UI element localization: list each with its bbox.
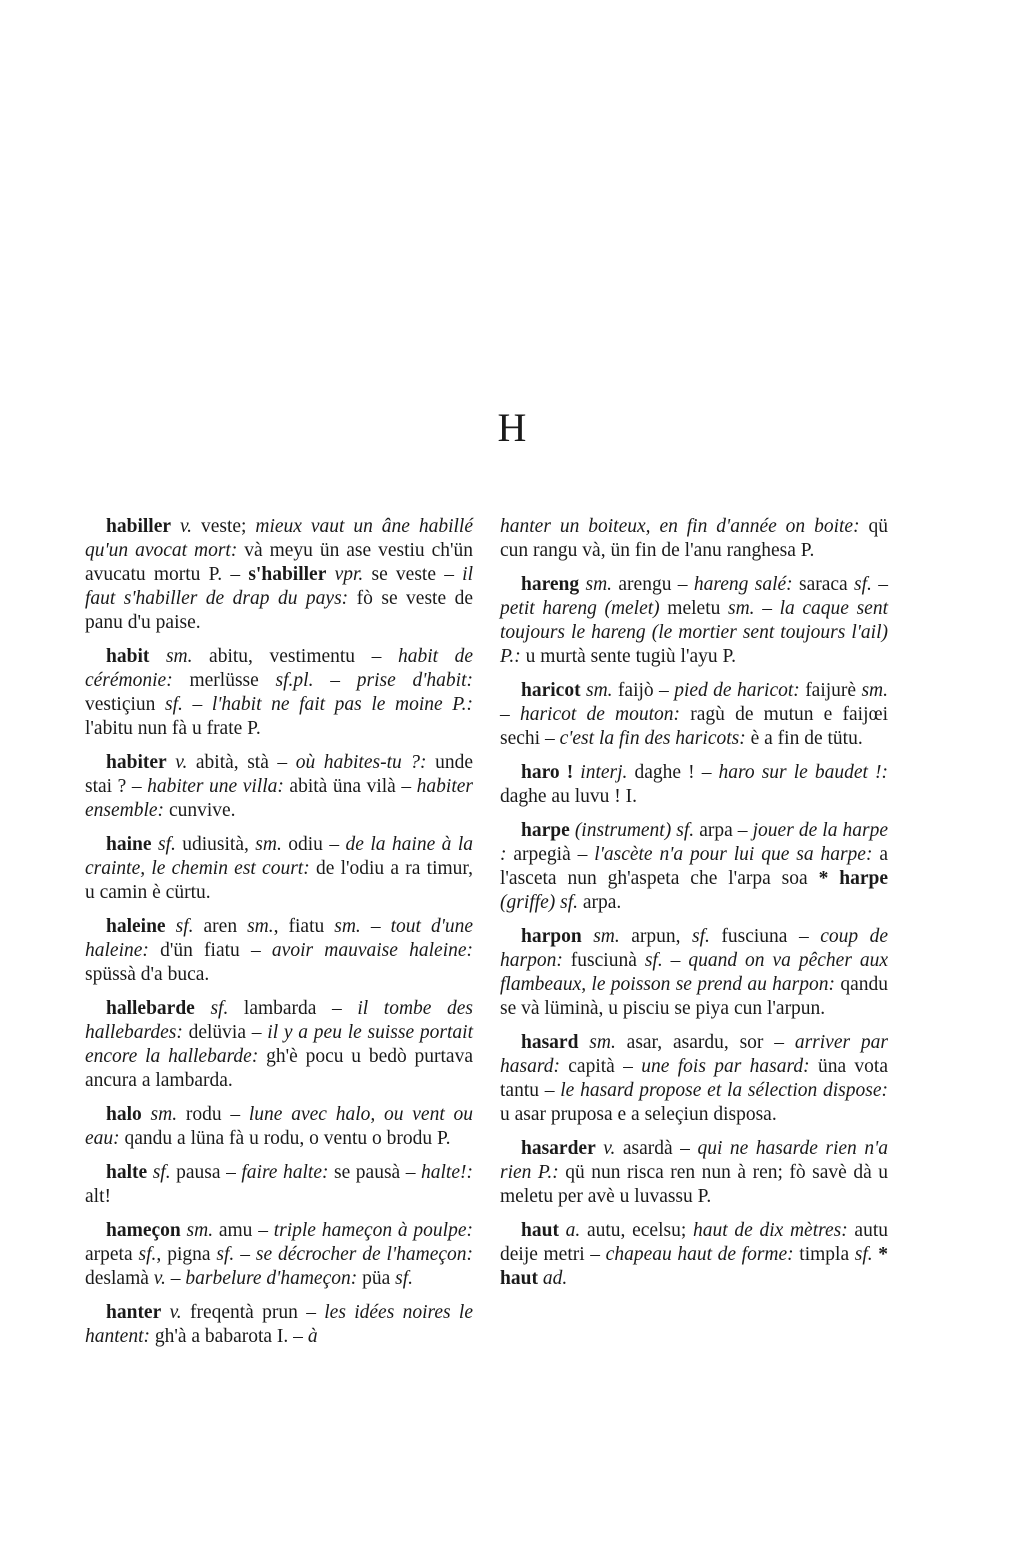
translation-text: [582, 926, 594, 947]
headword: habit: [106, 646, 150, 667]
translation-text: l'abitu nun fà u frate P.: [85, 718, 261, 739]
translation-text: saraca: [792, 574, 855, 595]
headword: s'habiller: [248, 564, 327, 585]
headword: harpon: [521, 926, 582, 947]
french-phrase: sf.: [165, 694, 183, 715]
dictionary-entry: [85, 997, 473, 1093]
translation-text: è a fin de tütu.: [745, 728, 863, 749]
translation-text: pausa –: [170, 1162, 242, 1183]
translation-text: abità üna vilà –: [283, 776, 417, 797]
french-phrase: sf.: [175, 916, 194, 937]
french-phrase: coup de harpon:: [500, 926, 889, 971]
french-phrase: quand on va pêcher aux flambeaux, le poisson se prend au harpon:: [500, 950, 889, 995]
translation-text: [171, 516, 180, 537]
left-column: [85, 515, 473, 1359]
french-phrase: sf.: [854, 574, 872, 595]
translation-text: arpa.: [578, 892, 622, 913]
french-phrase: hanter un boiteux, en fin d'année on boite:: [500, 516, 860, 537]
french-phrase: sm.: [334, 916, 361, 937]
french-phrase: habiter ensemble:: [85, 776, 474, 821]
translation-text: unde stai ? –: [85, 752, 474, 797]
translation-text: timpla: [793, 1244, 855, 1265]
french-phrase: habit de cérémonie:: [85, 646, 474, 691]
translation-text: –: [234, 1244, 256, 1265]
translation-text: [142, 1104, 151, 1125]
translation-text: autu deije metri –: [500, 1220, 889, 1265]
translation-text: [195, 998, 211, 1019]
headword: haricot: [521, 680, 581, 701]
french-phrase: pied de haricot:: [674, 680, 800, 701]
french-phrase: sf.: [152, 1162, 171, 1183]
dictionary-entry: [500, 573, 888, 669]
translation-text: qü cun rangu và, ün fin de l'anu ranghesa P.: [500, 516, 888, 561]
dictionary-entry: [85, 751, 473, 823]
french-phrase: sm.: [247, 916, 274, 937]
translation-text: u murtà sente tugiù l'ayu P.: [520, 646, 737, 667]
french-phrase: ad.: [542, 1268, 568, 1289]
dictionary-entry: [85, 1301, 473, 1349]
right-column: [500, 515, 888, 1301]
french-phrase: a.: [565, 1220, 581, 1241]
translation-text: arpegià –: [506, 844, 595, 865]
french-phrase: avoir mauvaise haleine:: [271, 940, 474, 961]
translation-text: gh'à a babarota I. –: [149, 1326, 308, 1347]
french-phrase: v.: [175, 752, 188, 773]
translation-text: arpa –: [694, 820, 753, 841]
dictionary-entry-continuation: [500, 515, 888, 563]
french-phrase: sf.: [157, 834, 176, 855]
french-phrase: sf.: [692, 926, 710, 947]
translation-text: d'ün fiatu –: [148, 940, 272, 961]
headword: haine: [106, 834, 152, 855]
french-phrase: mieux vaut un âne habillé qu'un avocat mort:: [85, 516, 473, 561]
translation-text: veste;: [192, 516, 256, 537]
french-phrase: sm.: [589, 1032, 616, 1053]
headword: halte: [106, 1162, 148, 1183]
translation-text: , fiatu: [273, 916, 335, 937]
translation-text: –: [360, 916, 391, 937]
french-phrase: c'est la fin des haricots:: [559, 728, 746, 749]
translation-text: merlüsse: [172, 670, 276, 691]
translation-text: –: [313, 670, 357, 691]
headword: hallebarde: [106, 998, 195, 1019]
translation-text: fò se veste de panu d'u paise.: [85, 588, 473, 633]
dictionary-entry: [500, 1219, 888, 1291]
french-phrase: la caque sent toujours le hareng (le mortier sent toujours l'ail) P.:: [500, 598, 889, 667]
french-phrase: il faut s'habiller de drap du pays:: [85, 564, 473, 609]
french-phrase: v.: [603, 1138, 616, 1159]
french-phrase: prise d'habit:: [356, 670, 474, 691]
translation-text: se veste –: [363, 564, 463, 585]
translation-text: [326, 564, 334, 585]
headword: habiter: [106, 752, 167, 773]
headword: hameçon: [106, 1220, 181, 1241]
french-phrase: vpr.: [334, 564, 364, 585]
translation-text: [149, 646, 166, 667]
french-phrase: qui ne hasarde rien n'a rien P.:: [500, 1138, 888, 1183]
french-phrase: de la haine à la crainte, le chemin est court:: [85, 834, 473, 879]
section-letter-heading: H: [497, 405, 527, 450]
headword: hanter: [106, 1302, 162, 1323]
french-phrase: tout d'une haleine:: [85, 916, 474, 961]
dictionary-entry: [500, 1031, 888, 1127]
translation-text: –: [871, 574, 889, 595]
french-phrase: chapeau haut de forme:: [605, 1244, 794, 1265]
headword: hasard: [521, 1032, 579, 1053]
french-phrase: lune avec halo, ou vent ou eau:: [85, 1104, 474, 1149]
french-phrase: haricot de mouton:: [519, 704, 681, 725]
french-phrase: les idées noires le hantent:: [85, 1302, 473, 1347]
translation-text: udiusità,: [175, 834, 256, 855]
french-phrase: sm.: [186, 1220, 214, 1241]
french-phrase: triple hameçon à poulpe:: [273, 1220, 473, 1241]
translation-text: , pigna: [156, 1244, 217, 1265]
dictionary-entry: [500, 679, 888, 751]
french-phrase: sm.: [593, 926, 620, 947]
french-phrase: (instrument) sf.: [574, 820, 695, 841]
headword: haro !: [521, 762, 574, 783]
translation-text: püa: [357, 1268, 396, 1289]
headword: * harpe: [818, 868, 888, 889]
translation-text: [578, 1032, 589, 1053]
french-phrase: l'habit ne fait pas le moine P.:: [211, 694, 474, 715]
translation-text: [167, 752, 176, 773]
translation-text: ragù de mutun e faijœi sechi –: [500, 704, 889, 749]
french-phrase: arriver par hasard:: [500, 1032, 888, 1077]
headword: * haut: [500, 1244, 889, 1289]
french-phrase: interj.: [580, 762, 628, 783]
translation-text: cunvive.: [164, 800, 236, 821]
french-phrase: sm.: [585, 680, 613, 701]
french-phrase: sm.: [728, 598, 755, 619]
headword: haut: [521, 1220, 559, 1241]
translation-text: –: [500, 704, 520, 725]
translation-text: alt!: [85, 1186, 111, 1207]
translation-text: capità –: [559, 1056, 642, 1077]
dictionary-entry: [85, 833, 473, 905]
dictionary-entry: [500, 819, 888, 915]
translation-text: asardà –: [615, 1138, 698, 1159]
french-phrase: l'ascète n'a pour lui que sa harpe:: [594, 844, 873, 865]
translation-text: u asar pruposa e a seleçiun disposa.: [500, 1104, 777, 1125]
dictionary-entry: [500, 761, 888, 809]
dictionary-entry: [85, 645, 473, 741]
translation-text: vestiçiun: [85, 694, 165, 715]
translation-text: arengu –: [612, 574, 694, 595]
translation-text: freqentà prun –: [181, 1302, 325, 1323]
french-phrase: v.: [153, 1268, 166, 1289]
french-phrase: sm.: [255, 834, 282, 855]
french-phrase: le hasard propose et la sélection dispose:: [560, 1080, 888, 1101]
translation-text: daghe ! –: [627, 762, 719, 783]
translation-text: –: [182, 694, 212, 715]
translation-text: arpun,: [619, 926, 693, 947]
french-phrase: sf.: [138, 1244, 157, 1265]
translation-text: aren: [193, 916, 248, 937]
dictionary-entry: [500, 925, 888, 1021]
dictionary-entry: [85, 915, 473, 987]
translation-text: –: [754, 598, 780, 619]
translation-text: qandu a lüna fà u rodu, o ventu o brodu P.: [119, 1128, 451, 1149]
french-phrase: (griffe) sf.: [500, 892, 578, 913]
french-phrase: à: [307, 1326, 318, 1347]
translation-text: arpeta: [85, 1244, 139, 1265]
headword: habiller: [106, 516, 172, 537]
translation-text: se pausà –: [328, 1162, 422, 1183]
translation-text: gh'è pocu u bedò purtava ancura a lambarda.: [85, 1046, 473, 1091]
translation-text: abità, stà –: [187, 752, 296, 773]
translation-text: de l'odiu a ra timur, u camin è cürtu.: [85, 858, 473, 903]
french-phrase: sm.: [861, 680, 889, 701]
translation-text: delüvia –: [182, 1022, 268, 1043]
dictionary-entry: [85, 1219, 473, 1291]
french-phrase: habiter une villa:: [147, 776, 284, 797]
translation-text: autu, ecelsu;: [580, 1220, 693, 1241]
headword: haleine: [106, 916, 166, 937]
translation-text: [559, 1220, 566, 1241]
translation-text: qandu se và lüminà, u pisciu se piya cun l'arpun.: [500, 974, 889, 1019]
french-phrase: v.: [169, 1302, 182, 1323]
french-phrase: sf.pl.: [275, 670, 314, 691]
french-phrase: faire halte:: [241, 1162, 329, 1183]
translation-text: spüssà d'a buca.: [85, 964, 210, 985]
translation-text: abitu, vestimentu –: [192, 646, 398, 667]
french-phrase: halte!:: [421, 1162, 473, 1183]
french-phrase: sm.: [165, 646, 193, 667]
dictionary-entry: [85, 1103, 473, 1151]
translation-text: lambarda –: [228, 998, 358, 1019]
dictionary-entry: [500, 1137, 888, 1209]
translation-text: daghe au luvu ! I.: [500, 786, 637, 807]
french-phrase: se décrocher de l'hameçon:: [255, 1244, 473, 1265]
translation-text: rodu –: [177, 1104, 249, 1125]
translation-text: faijò –: [612, 680, 675, 701]
french-phrase: sf.: [395, 1268, 414, 1289]
translation-text: –: [662, 950, 689, 971]
translation-text: meletu: [659, 598, 729, 619]
headword: halo: [106, 1104, 142, 1125]
dictionary-entry: [85, 515, 473, 635]
french-phrase: sf.: [210, 998, 229, 1019]
french-phrase: hareng salé:: [693, 574, 793, 595]
french-phrase: il y a peu le suisse portait encore la hallebarde:: [85, 1022, 473, 1067]
french-phrase: sm.: [150, 1104, 178, 1125]
translation-text: fusciuna –: [709, 926, 821, 947]
translation-text: odiu –: [281, 834, 346, 855]
french-phrase: une fois par hasard:: [641, 1056, 810, 1077]
french-phrase: v.: [179, 516, 193, 537]
translation-text: üna vota tantu –: [500, 1056, 888, 1101]
headword: hasarder: [521, 1138, 596, 1159]
french-phrase: il tombe des hallebardes:: [85, 998, 474, 1043]
french-phrase: sf.: [644, 950, 663, 971]
translation-text: a l'asceta nun gh'aspeta che l'arpa soa: [500, 844, 889, 889]
translation-text: asar, asardu, sor –: [615, 1032, 795, 1053]
french-phrase: haro sur le baudet !:: [718, 762, 888, 783]
french-phrase: sf.: [216, 1244, 235, 1265]
dictionary-entry: [85, 1161, 473, 1209]
french-phrase: haut de dix mètres:: [692, 1220, 848, 1241]
french-phrase: sf.: [854, 1244, 873, 1265]
translation-text: [161, 1302, 169, 1323]
translation-text: qü nun risca ren nun à ren; fò savè dà u meletu per avè u luvassu P.: [500, 1162, 888, 1207]
headword: hareng: [521, 574, 580, 595]
french-phrase: petit hareng (melet): [500, 598, 660, 619]
translation-text: deslamà: [85, 1268, 154, 1289]
french-phrase: barbelure d'hameçon:: [185, 1268, 358, 1289]
translation-text: fusciunà: [562, 950, 645, 971]
translation-text: [166, 916, 176, 937]
translation-text: faijurè: [799, 680, 862, 701]
translation-text: và meyu ün ase vestiu ch'ün avucatu mortu P. –: [85, 540, 473, 585]
headword: harpe: [521, 820, 570, 841]
translation-text: –: [165, 1268, 186, 1289]
translation-text: amu –: [213, 1220, 274, 1241]
french-phrase: où habites-tu ?:: [295, 752, 427, 773]
french-phrase: jouer de la harpe :: [500, 820, 889, 865]
french-phrase: sm.: [585, 574, 613, 595]
